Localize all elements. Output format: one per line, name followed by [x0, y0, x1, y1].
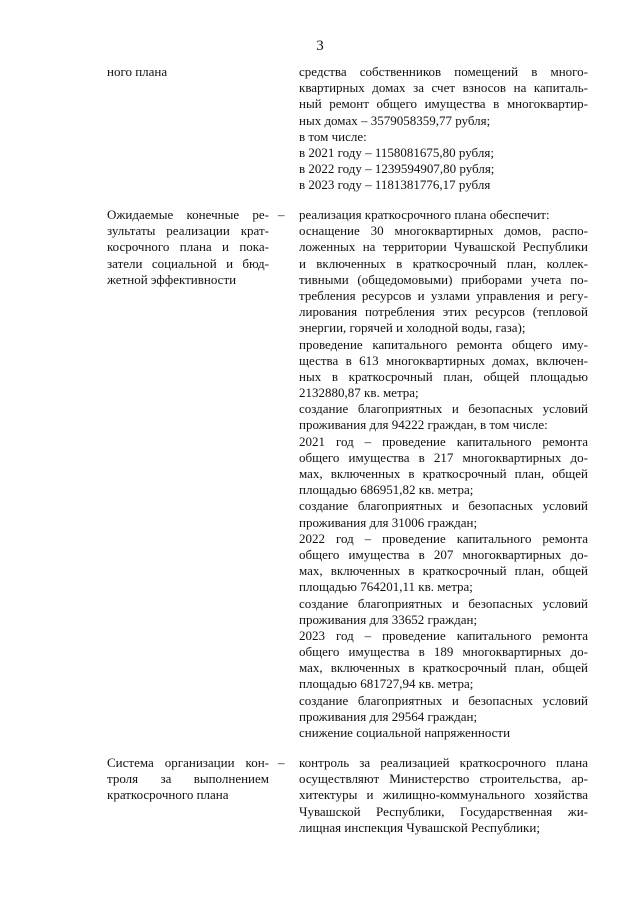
- label-line: краткосрочного плана: [107, 787, 229, 803]
- content-line: мах, включенных в краткосрочный план, общей: [299, 660, 588, 676]
- content-line: 2022 год – проведение капитального ремонта: [299, 530, 588, 546]
- content-line: щества в 613 многоквартирных домах, включен-: [299, 352, 588, 368]
- content-line: общего имущества в 207 многоквартирных до-: [299, 546, 588, 562]
- content-line: в 2023 году – 1181381776,17 рубля: [299, 177, 491, 193]
- content-line: средства собственников помещений в много-: [299, 64, 588, 79]
- content-line: в 2022 году – 1239594907,80 рубля;: [299, 161, 495, 177]
- content-line: оснащение 30 многоквартирных домов, распо-: [299, 223, 588, 239]
- content-line: площадью 686951,82 кв. метра;: [299, 482, 474, 498]
- content-line: мах, включенных в краткосрочный план, общей: [299, 466, 588, 481]
- content-line: ных домах – 3579058359,77 рубля;: [299, 112, 491, 128]
- label-line: троля за выполнением: [107, 771, 269, 787]
- content-line: создание благоприятных и безопасных условий: [299, 401, 588, 417]
- content-line: 2023 год – проведение капитального ремонта: [299, 627, 588, 643]
- section-3-label: [107, 755, 269, 804]
- content-line: 2021 год – проведение капитального ремонта: [299, 433, 588, 449]
- content-line: ный ремонт общего имущества в многоквартир-: [299, 96, 588, 112]
- label-line: жетной эффективности: [107, 271, 237, 287]
- content-line: создание благоприятных и безопасных условий: [299, 498, 588, 514]
- content-line: и включенных в краткосрочный план, коллек-: [299, 255, 588, 271]
- section-1-label: [107, 64, 269, 80]
- content-line: площадью 681727,94 кв. метра;: [299, 676, 474, 692]
- content-line: требления ресурсов и узлами управления и регу-: [299, 287, 588, 303]
- section-1-content: [299, 64, 588, 194]
- content-line: ных в краткосрочный план, общей площадью: [299, 368, 588, 384]
- content-line: мах, включенных в краткосрочный план, общей: [299, 563, 588, 579]
- section-2-label: [107, 207, 269, 288]
- content-line: снижение социальной напряженности: [299, 725, 511, 740]
- label-line: Система организации кон-: [107, 755, 269, 770]
- content-line: ложенных на территории Чувашской Республики: [299, 239, 588, 255]
- section-3-dash: –: [278, 755, 285, 770]
- content-line: тивными (общедомовыми) приборами учета по-: [299, 271, 588, 287]
- content-line: в том числе:: [299, 128, 367, 144]
- page-number: 3: [316, 38, 324, 54]
- content-line: хитектуры и жилищно-коммунального хозяйства: [299, 787, 588, 803]
- content-line: в 2021 году – 1158081675,80 рубля;: [299, 144, 494, 160]
- label-line: зультаты реализации крат-: [107, 223, 269, 239]
- label-line: Ожидаемые конечные ре-: [107, 207, 269, 222]
- content-line: проживания для 33652 граждан;: [299, 611, 478, 627]
- content-line: 2132880,87 кв. метра;: [299, 385, 419, 401]
- content-line: Чувашской Республики, Государственная жи-: [299, 803, 588, 819]
- label-line: косрочного плана и пока-: [107, 239, 269, 255]
- content-line: контроль за реализацией краткосрочного плана: [299, 755, 588, 770]
- content-line: создание благоприятных и безопасных условий: [299, 595, 588, 611]
- label-line: затели социальной и бюд-: [107, 255, 269, 271]
- content-line: осуществляют Министерство строительства, ар-: [299, 771, 588, 787]
- section-3-content: [299, 755, 588, 836]
- content-line: проживания для 31006 граждан;: [299, 514, 478, 530]
- content-line: общего имущества в 217 многоквартирных до-: [299, 449, 588, 465]
- content-line: проживания для 94222 граждан, в том числе:: [299, 417, 548, 433]
- section-2-content: [299, 207, 588, 741]
- section-2-dash: –: [278, 207, 285, 222]
- content-line: квартирных домах за счет взносов на капиталь-: [299, 80, 588, 96]
- content-line: площадью 764201,11 кв. метра;: [299, 579, 473, 595]
- content-line: лищная инспекция Чувашской Республики;: [299, 819, 540, 835]
- content-line: энергии, горячей и холодной воды, газа);: [299, 320, 526, 336]
- content-line: реализация краткосрочного плана обеспечит:: [299, 207, 550, 222]
- content-line: создание благоприятных и безопасных условий: [299, 692, 588, 708]
- label-line: ного плана: [107, 64, 168, 79]
- content-line: лирования потребления этих ресурсов (тепловой: [299, 304, 588, 320]
- content-line: проживания для 29564 граждан;: [299, 708, 478, 724]
- content-line: проведение капитального ремонта общего иму-: [299, 336, 588, 352]
- content-line: общего имущества в 189 многоквартирных до-: [299, 644, 588, 660]
